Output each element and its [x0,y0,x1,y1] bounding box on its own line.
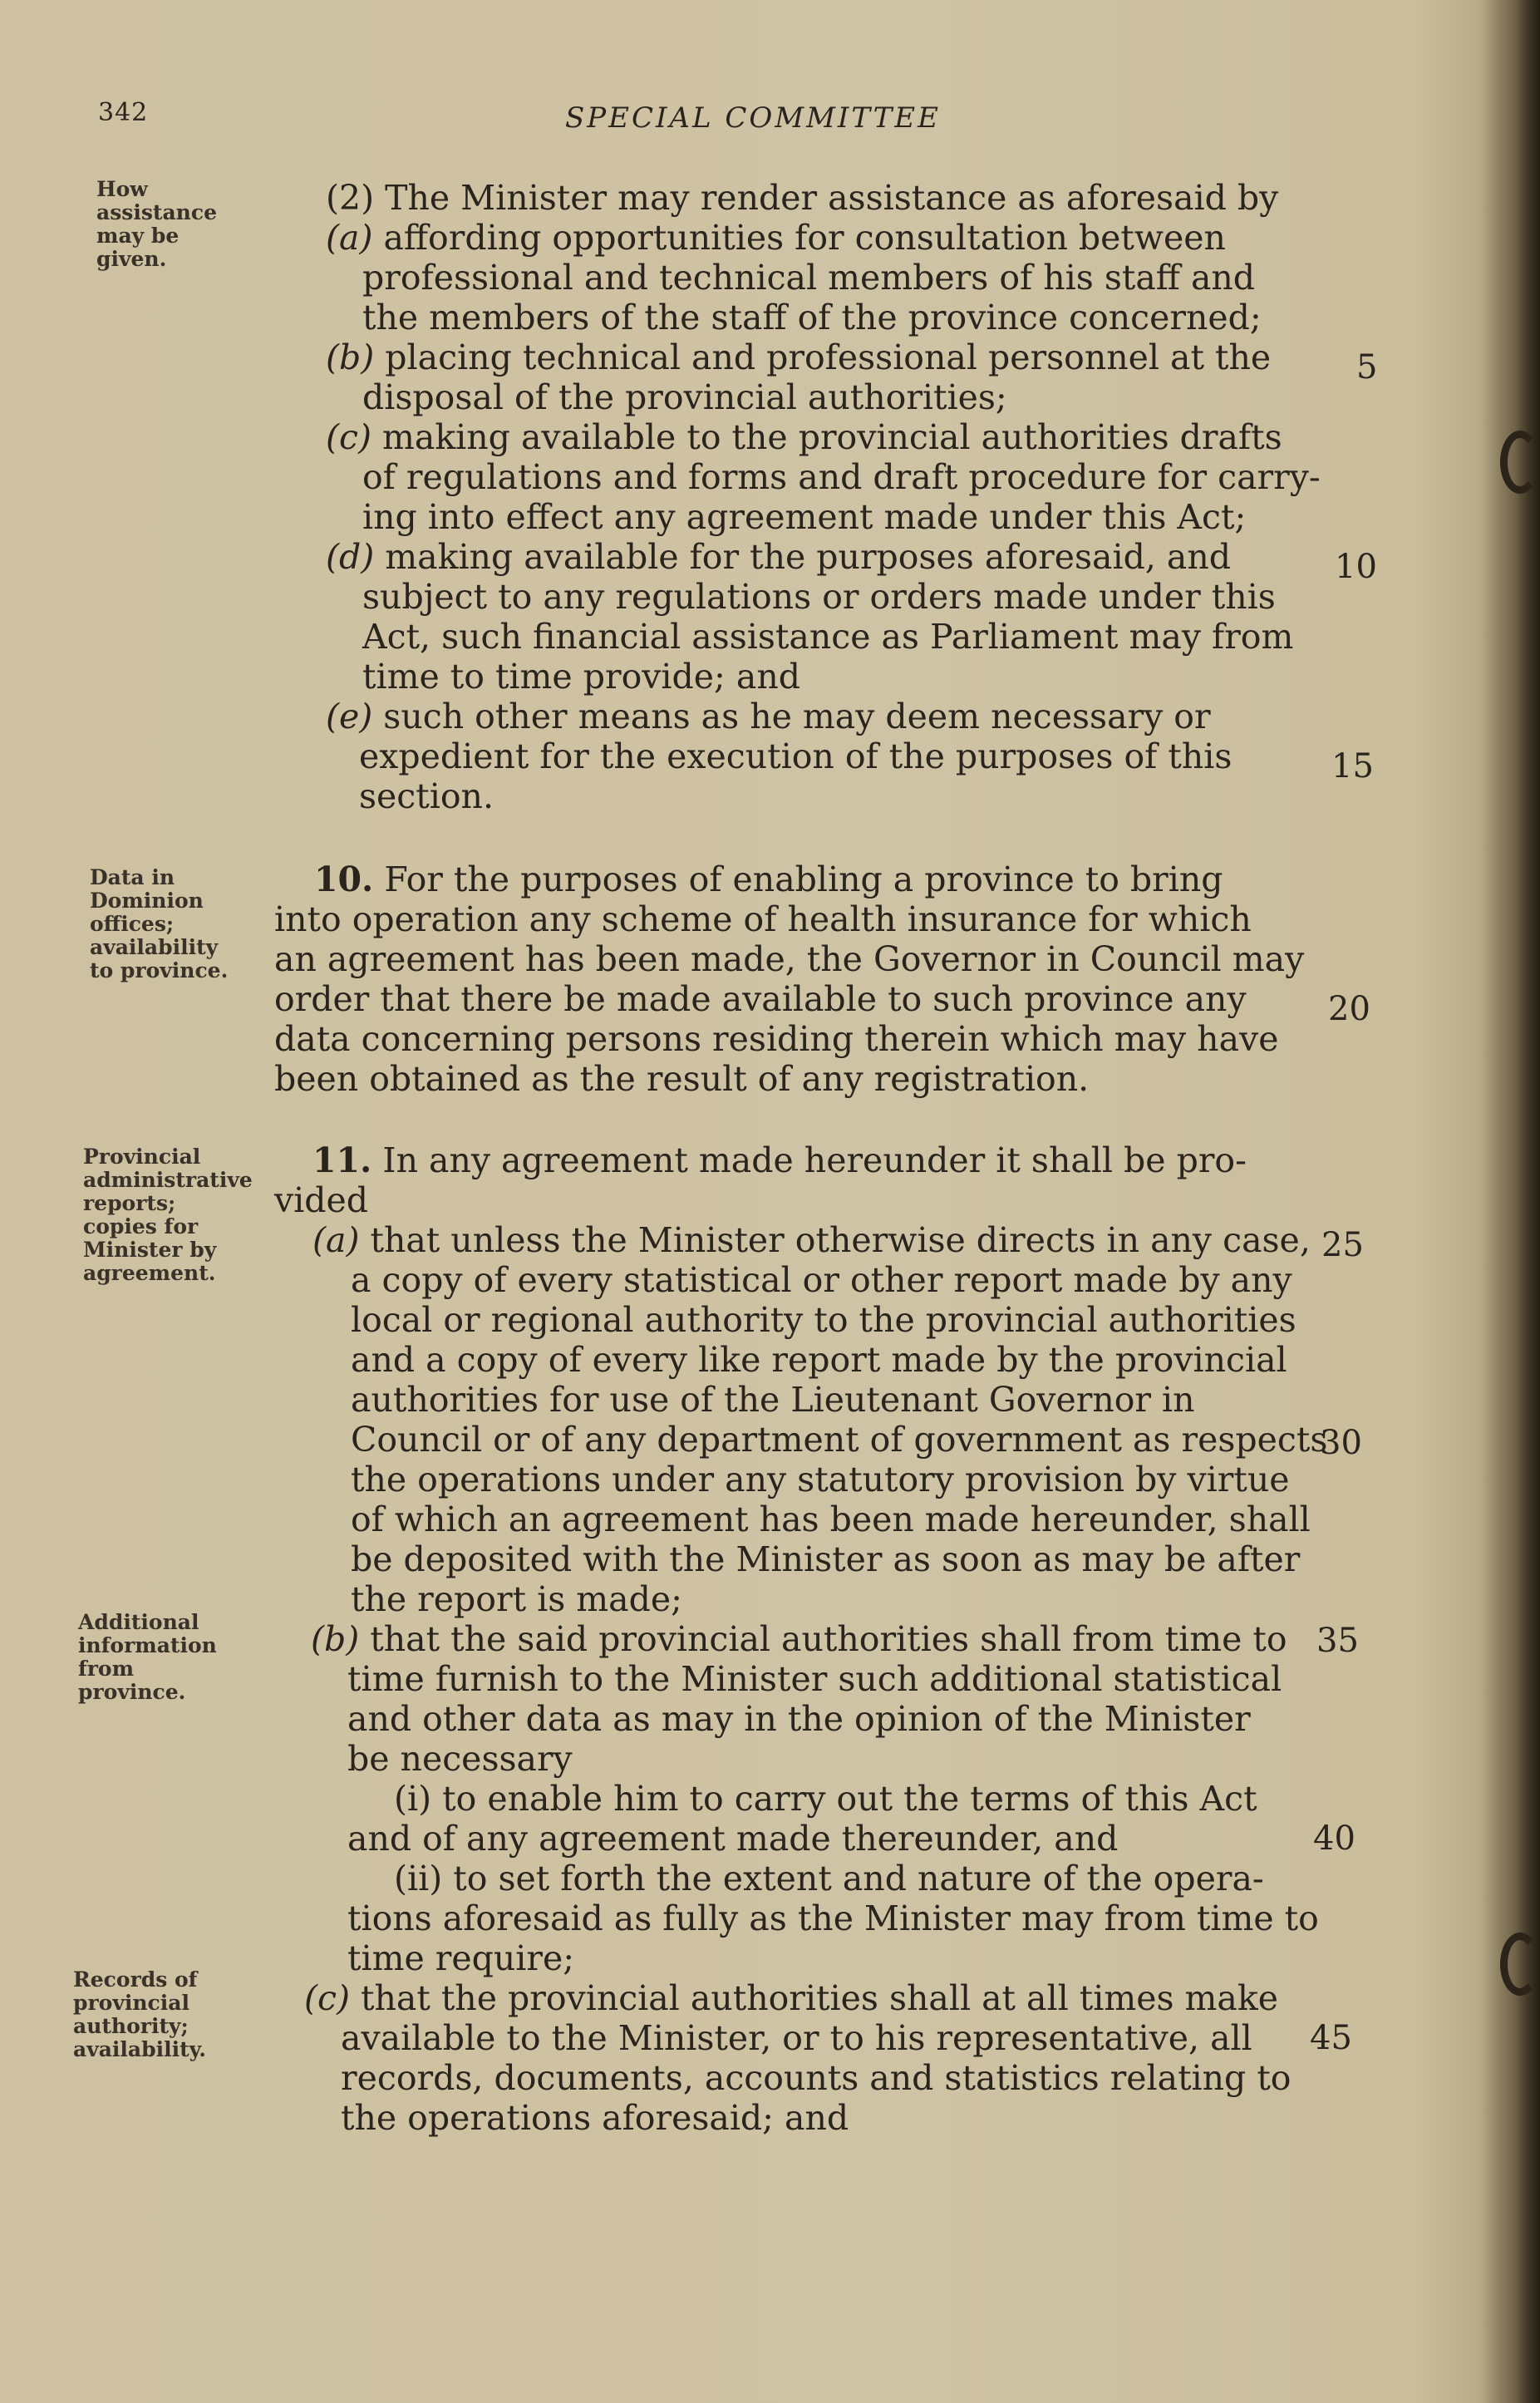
text-line: subject to any regulations or orders made under this [362,577,1276,617]
line-number: 40 [1313,1819,1355,1858]
text-line: expedient for the execution of the purposes of this [359,736,1232,776]
margin-note: Data in Dominion offices; availability to province. [90,865,229,982]
clause-marker: (a) [326,218,373,258]
text-line: authorities for use of the Lieutenant Governor in [351,1380,1195,1420]
clause-marker: (c) [304,1978,350,2018]
text-line: Council or of any department of government as respects [351,1420,1328,1460]
section-number: 10. [314,859,374,899]
line-number: 5 [1356,348,1378,387]
text-line: time furnish to the Minister such additional statistical [347,1659,1282,1699]
text-line: local or regional authority to the provincial authorities [351,1300,1296,1340]
clause-marker: (d) [326,537,375,577]
text-line: records, documents, accounts and statistics relating to [341,2058,1292,2098]
margin-note: How assistance may be given. [96,177,217,271]
clause-marker: (b) [311,1619,360,1659]
margin-note: Records of provincial authority; availability. [73,1967,206,2061]
text-line: (ii) to set forth the extent and nature of the opera- [394,1859,1264,1898]
text-line: Act, such financial assistance as Parliament may from [362,617,1294,657]
binding-shadow [1482,0,1540,2403]
margin-note: Provincial administrative reports; copies for Minister by agreement. [83,1145,253,1285]
text-line: an agreement has been made, the Governor in Council may [274,939,1305,979]
text-line: time to time provide; and [362,657,800,697]
clause-marker: (c) [326,417,371,457]
text-line: of which an agreement has been made hereunder, shall [351,1499,1311,1539]
text-line: and of any agreement made thereunder, and [347,1819,1119,1859]
line-number: 30 [1320,1424,1362,1462]
running-head: SPECIAL COMMITTEE [565,101,941,135]
text-line: (2) The Minister may render assistance as aforesaid by [326,178,1279,218]
text-line: the operations under any statutory provision by virtue [351,1460,1290,1499]
text-line: time require; [347,1938,575,1978]
clause-marker: (b) [326,337,375,377]
line-number: 45 [1310,2019,1352,2057]
binder-ring-top [1500,431,1540,494]
text-line: data concerning persons residing therein which may have [274,1019,1279,1059]
text-line: available to the Minister, or to his representative, all [341,2018,1252,2058]
text-line: professional and technical members of his staff and [362,258,1256,298]
line-number: 20 [1328,990,1370,1028]
text-line: tions aforesaid as fully as the Minister may from time to [347,1898,1319,1938]
margin-note: Additional information from province. [78,1610,217,1704]
line-number: 10 [1335,548,1377,586]
text-line: (e) such other means as he may deem necessary or [326,697,1211,736]
text-line: section. [359,776,494,816]
line-number: 25 [1321,1226,1364,1264]
text-line: vided [274,1180,369,1220]
page-number: 342 [98,98,149,127]
text-line: (b) placing technical and professional personnel at the [326,337,1272,377]
text-line: be deposited with the Minister as soon as may be after [351,1539,1301,1579]
text-line: 10. For the purposes of enabling a province to bring [314,859,1223,899]
text-line: into operation any scheme of health insurance for which [274,899,1252,939]
text-line: disposal of the provincial authorities; [362,377,1007,417]
text-line: (i) to enable him to carry out the terms of this Act [394,1779,1257,1819]
text-line: the operations aforesaid; and [341,2098,849,2138]
text-line: and a copy of every like report made by the provincial [351,1340,1287,1380]
text-line: (a) that unless the Minister otherwise directs in any case, [312,1220,1311,1260]
text-line: a copy of every statistical or other report made by any [351,1260,1292,1300]
text-line: (a) affording opportunities for consultation between [326,218,1226,258]
text-line: (b) that the said provincial authorities shall from time to [311,1619,1287,1659]
line-number: 35 [1316,1622,1359,1660]
text-line: of regulations and forms and draft procedure for carry- [362,457,1321,497]
section-number: 11. [312,1140,372,1180]
line-number: 15 [1331,747,1374,785]
text-line: ing into effect any agreement made under this Act; [362,497,1247,537]
clause-marker: (a) [312,1220,360,1260]
text-line: (c) that the provincial authorities shall at all times make [304,1978,1278,2018]
text-line: the report is made; [351,1579,682,1619]
binder-ring-bottom [1500,1933,1540,1996]
text-line: the members of the staff of the province concerned; [362,298,1262,337]
text-line: been obtained as the result of any registration. [274,1059,1090,1099]
text-line: 11. In any agreement made hereunder it shall be pro- [312,1140,1247,1180]
text-line: be necessary [347,1739,573,1779]
clause-marker: (e) [326,697,373,736]
page-header [0,98,1540,140]
text-line: (c) making available to the provincial authorities drafts [326,417,1282,457]
text-line: order that there be made available to such province any [274,979,1247,1019]
text-line: and other data as may in the opinion of the Minister [347,1699,1251,1739]
text-line: (d) making available for the purposes aforesaid, and [326,537,1232,577]
